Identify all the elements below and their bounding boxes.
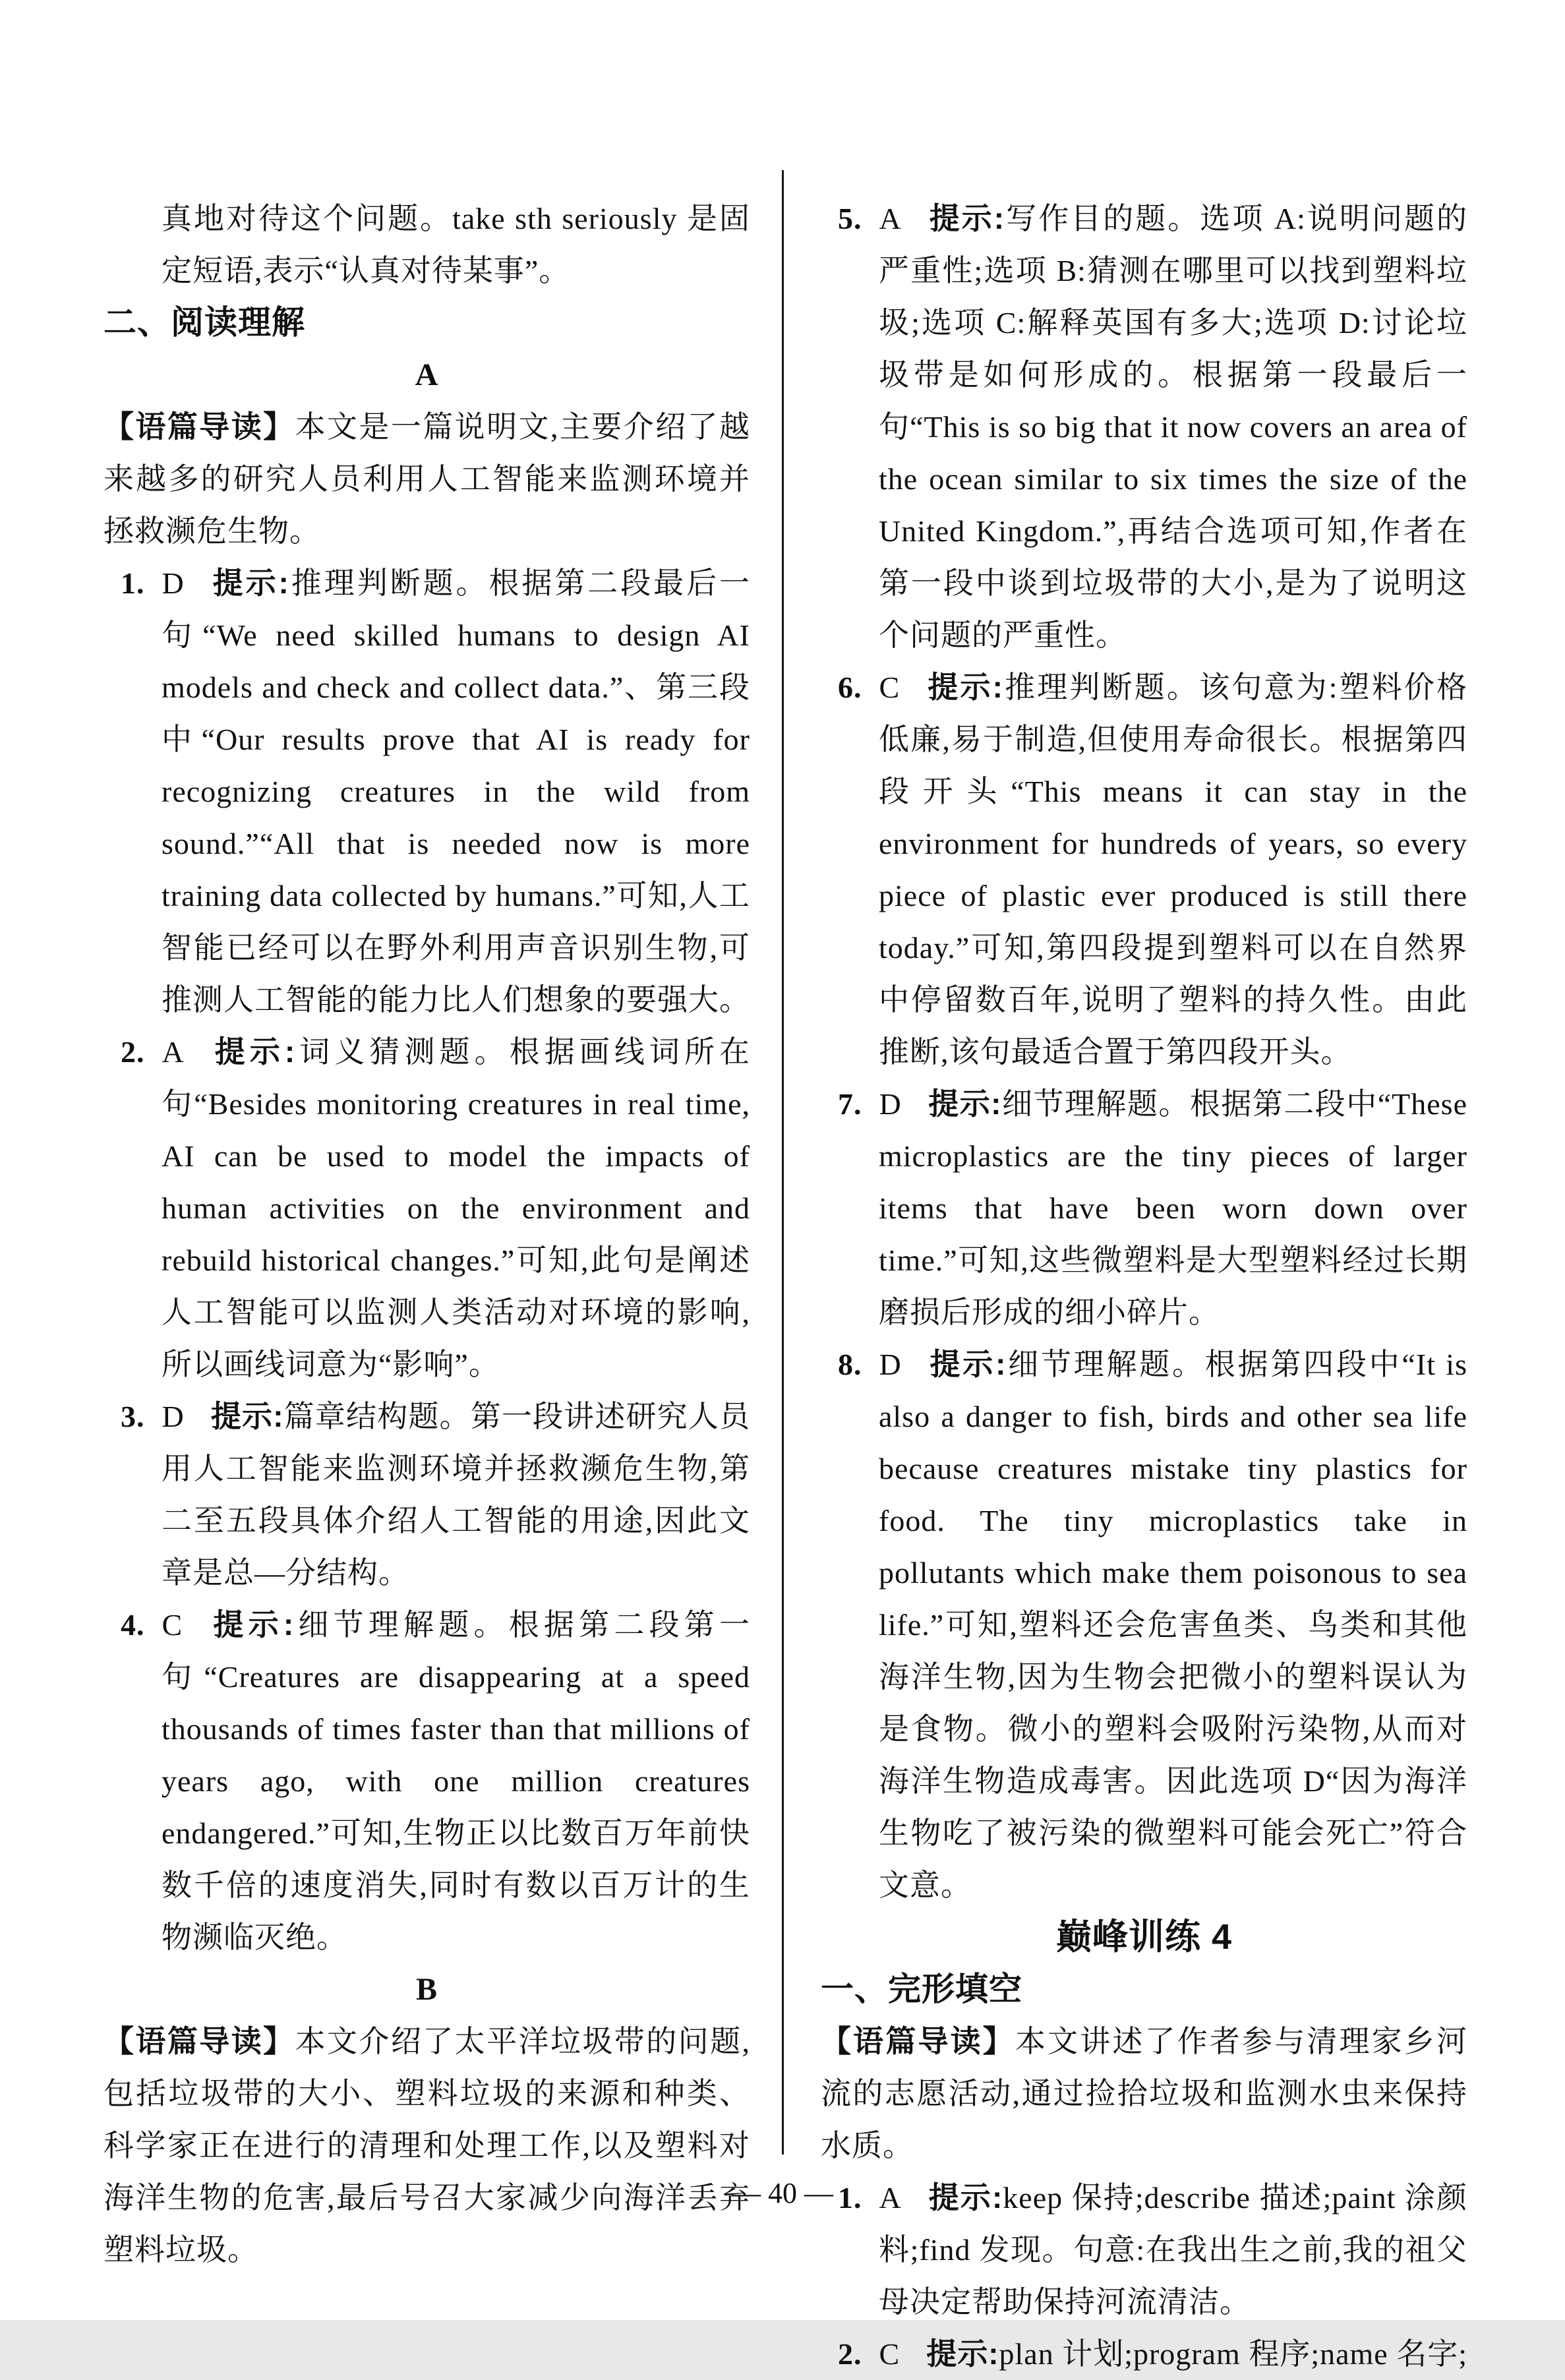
item-number: 8. [838, 1348, 862, 1381]
item-number: 1. [121, 566, 145, 600]
item-number: 7. [838, 1087, 862, 1121]
item-explanation: 推理判断题。该句意为:塑料价格低廉,易于制造,但使用寿命很长。根据第四段开头“This means it can stay in the environment for hundreds of years, so every piece of plastic ever produced is still there today.”可知,第四段提到塑料可以在自然界中停留数百年,说明了塑料的持久性。由此推断,该句最适合置于第四段开头。 [879, 670, 1468, 1069]
item-answer-letter: D [162, 1400, 185, 1433]
section-heading-cloze: 一、完形填空 [821, 1971, 1022, 2008]
hint-label: 提示: [928, 201, 1005, 235]
item-number: 6. [838, 670, 862, 704]
item-number: 5. [838, 202, 862, 235]
item-explanation: plan 计划;program 程序;name 名字; [999, 2337, 1468, 2371]
item-explanation: 写作目的题。选项 A:说明问题的严重性;选项 B:猜测在哪里可以找到塑料垃圾;选项 C:解释英国有多大;选项 D:讨论垃圾带是如何形成的。根据第一段最后一句“This is so big that it now covers an area of the ocean similar to six times the size of the United Kingdom.”,再结合选项可知,作者在第一段中谈到垃圾带的大小,是为了说明这个问题的严重性。 [879, 202, 1468, 652]
hint-label: 提示: [926, 2336, 999, 2371]
hint-label: 提示: [928, 1086, 1002, 1121]
item-answer-letter: C [879, 670, 901, 704]
right-column [821, 193, 1467, 2380]
passage-b-label: B [415, 1972, 438, 2007]
answer-item-3 [103, 1390, 750, 1599]
carryover-paragraph: 真地对待这个问题。take sth seriously 是固定短语,表示“认真对待某事”。 [162, 202, 750, 287]
hint-label: 提示: [928, 1347, 1007, 1381]
item-answer-letter: D [879, 1087, 902, 1121]
item-explanation: keep 保持;describe 描述;paint 涂颜料;find 发现。句意:在我出生之前,我的祖父母决定帮助保持河流清洁。 [879, 2181, 1467, 2319]
page-number: — 40 — [732, 2177, 833, 2209]
cloze-answer-item-2 [821, 2328, 1467, 2380]
intro-text: 本文讲述了作者参与清理家乡河流的志愿活动,通过捡拾垃圾和监测水虫来保持水质。 [821, 2025, 1468, 2162]
item-number: 4. [121, 1608, 145, 1642]
left-column [103, 193, 750, 2276]
item-explanation: 细节理解题。根据第四段中“It is also a danger to fish, birds and other sea life because creatures mistake tiny plastics for food. The tiny microplastics take in pollutants which make them poisonous to sea life.”可知,塑料还会危害鱼类、鸟类和其他海洋生物,因为生物会把微小的塑料误认为是食物。微小的塑料会吸附污染物,从而对海洋生物造成毒害。因此选项 D“因为海洋生物吃了被污染的微塑料可能会死亡”符合文意。 [879, 1348, 1467, 1902]
item-explanation: 词义猜测题。根据画线词所在句“Besides monitoring creatures in real time, AI can be used to model the impacts of human activities on the environment and rebuild historical changes.”可知,此句是阐述人工智能可以监测人类活动对环境的影响,所以画线词意为“影响”。 [162, 1035, 750, 1381]
hint-label: 提示: [926, 670, 1003, 704]
section-heading-reading-comprehension: 二、阅读理解 [103, 304, 305, 341]
item-answer-letter: C [879, 2337, 901, 2371]
item-answer-letter: C [162, 1608, 183, 1642]
hint-label: 提示: [210, 1034, 296, 1069]
cloze-intro [821, 2015, 1467, 2172]
item-answer-letter: A [879, 202, 902, 235]
item-number: 2. [838, 2337, 862, 2371]
intro-tag: 【语篇导读】 [103, 409, 295, 444]
answer-item-5 [821, 193, 1467, 661]
hint-label: 提示: [928, 2180, 1003, 2215]
item-number: 3. [121, 1400, 145, 1433]
hint-label: 提示: [210, 1399, 284, 1433]
column-divider-rule [782, 170, 784, 2155]
answer-item-1 [103, 557, 750, 1026]
passage-b-intro [103, 2015, 750, 2276]
item-number: 1. [838, 2181, 862, 2215]
hint-label: 提示: [209, 1607, 295, 1642]
item-answer-letter: A [162, 1035, 185, 1069]
answer-item-2 [103, 1026, 750, 1390]
intro-tag: 【语篇导读】 [103, 2024, 295, 2058]
answer-item-8 [821, 1338, 1467, 1911]
intro-text: 本文介绍了太平洋垃圾带的问题,包括垃圾带的大小、塑料垃圾的来源和种类、科学家正在进行的清理和处理工作,以及塑料对海洋生物的危害,最后号召大家减少向海洋丢弃塑料垃圾。 [103, 2025, 751, 2267]
intro-tag: 【语篇导读】 [821, 2024, 1015, 2058]
item-answer-letter: A [879, 2181, 902, 2215]
item-number: 2. [121, 1035, 145, 1069]
passage-a-label: A [415, 357, 439, 392]
item-explanation: 细节理解题。根据第二段中“These microplastics are the tiny pieces of larger items that have been worn down over time.”可知,这些微塑料是大型塑料经过长期磨损后形成的细小碎片。 [879, 1087, 1467, 1329]
intro-text: 本文是一篇说明文,主要介绍了越来越多的研究人员利用人工智能来监测环境并拯救濒危生物。 [103, 410, 751, 548]
answer-item-6 [821, 661, 1467, 1078]
passage-a-intro [103, 401, 750, 557]
hint-label: 提示: [210, 566, 289, 600]
item-explanation: 推理判断题。根据第二段最后一句“We need skilled humans to design AI models and check and collect data.”、第三段中“Our results prove that AI is ready for recognizing creatures in the wild from sound.”“All that is needed now is more training data collected by humans.”可知,人工智能已经可以在野外利用声音识别生物,可推测人工智能的能力比人们想象的要强大。 [162, 566, 750, 1017]
item-explanation: 细节理解题。根据第二段第一句“Creatures are disappearing at a speed thousands of times faster than that millions of years ago, with one million creatures endangered.”可知,生物正以比数百万年前快数千倍的速度消失,同时有数以百万计的生物濒临灭绝。 [162, 1608, 751, 1954]
section-banner-training-4: 巅峰训练 4 [1055, 1917, 1233, 1957]
answer-item-4 [103, 1599, 750, 1963]
item-answer-letter: D [879, 1348, 902, 1381]
item-explanation: 篇章结构题。第一段讲述研究人员用人工智能来监测环境并拯救濒危生物,第二至五段具体介绍人工智能的用途,因此文章是总—分结构。 [162, 1400, 750, 1590]
answer-item-7 [821, 1078, 1467, 1338]
item-answer-letter: D [162, 566, 185, 600]
